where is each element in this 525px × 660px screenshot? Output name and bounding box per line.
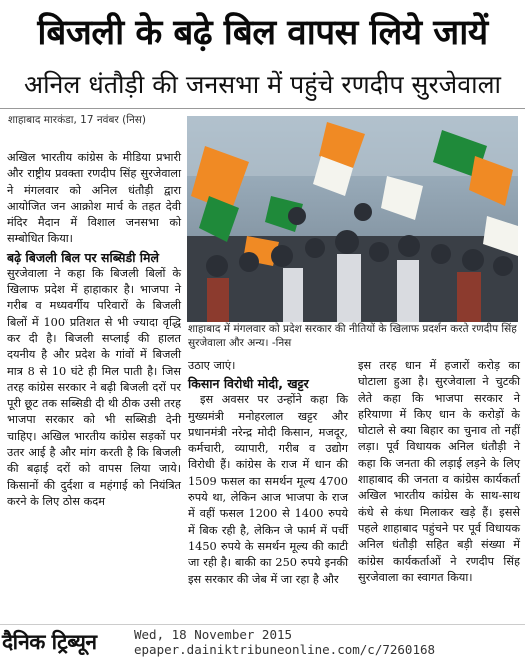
intro-paragraph: अखिल भारतीय कांग्रेस के मीडिया प्रभारी और राष्ट्रीय प्रवक्ता रणदीप सिंह सुरजेवाला ने मंगलवार को अनिल धंतौड़ी द्वारा आयोजित जन आक्रोश मार्च के तहत देवी मंदिर मैदान में विशाल जनसभा को सम्बोधित किया। xyxy=(7,151,181,246)
subheadline: अनिल धंतौड़ी की जनसभा में पहुंचे रणदीप सुरजेवाला xyxy=(23,70,502,99)
electricity-paragraph: सुरजेवाला ने कहा कि बिजली बिलों के खिलाफ प्रदेश में हाहाकार है। भाजपा ने गरीब व मध्यवर्गीय परिवारों के बिजली बिलों में 100 प्रतिशत से भी ज्यादा वृद्धि कर दी है। बिजली सप्लाई की हालत दयनीय है और प्रदेश के गांवों में बिजली मात्र 8 से 10 घंटे ही मिल पाती है। जिस तरह कांग्रेस सरकार ने बढ़ी बिजली दरों पर पूरी छूट तक सब्सिडी दी थी ठीक उसी तरह भाजपा सरकार को भी सब्सिडी देनी चाहिए। अखिल भारतीय कांग्रेस सड़कों पर उतर आई है और मांग करती है कि बिजली की बढ़ाई दरों को वापस लिया जाये। किसानों की दुर्दशा व महंगाई को नियंत्रित करने के लिए ठोस कदम xyxy=(7,266,181,508)
footer-divider xyxy=(0,624,525,625)
dateline: शाहाबाद मारकंडा, 17 नवंबर (निस) xyxy=(8,114,146,126)
farmers-paragraph: इस अवसर पर उन्होंने कहा कि मुख्यमंत्री मनोहरलाल खट्टर और प्रधानमंत्री नरेन्द्र मोदी किसान, मजदूर, कर्मचारी, व्यापारी, गरीब व उद्योग विरोधी हैं। कांग्रेस के राज में धान की 1509 फसल का समर्थन मूल्य 4700 रुपये था, लेकिन आज भाजपा के राज में वहीं फसल 1200 से 1400 रुपये में बिक रही है, लेकिन जे फार्म में पर्ची 1450 रुपये के समर्थन मूल्य की काटी जा रही है। बाकी का 250 रुपये इनकी इस सरकार की जेब में जा रहा है और xyxy=(188,393,348,586)
newspaper-logo: दैनिक ट्रिब्यून xyxy=(2,630,97,654)
headline: बिजली के बढ़े बिल वापस लिये जायें xyxy=(37,13,488,53)
photo-caption: शाहाबाद में मंगलवार को प्रदेश सरकार की नीतियों के खिलाफ प्रदर्शन करते रणदीप सिंह सुरजेवाला और अन्य। -निस xyxy=(188,323,517,349)
column-3-paragraph: इस तरह धान में हजारों करोड़ का घोटाला हुआ है। सुरजेवाला ने चुटकी लेते कहा कि भाजपा सरकार ने हरियाणा में किए धान के करोड़ों के घोटाले से क्या बिहार का चुनाव तो नहीं लड़ा। पूर्व विधायक अनिल धंतौड़ी ने कहा कि जनता की लड़ाई लड़ने के लिए शाहाबाद की जनता व कांग्रेस कार्यकर्ता अखिल भारतीय कांग्रेस के साथ-साथ कंधे से कंधा मिलाकर खड़े हैं। इससे पहले शाहाबाद पहुंचने पर पूर्व विधायक अनिल धंतौड़ी सहित बड़ी संख्या में कांग्रेस कार्यकर्ताओं ने रणदीप सिंह सुरजेवाला का स्वागत किया। xyxy=(358,359,520,584)
epaper-url[interactable]: epaper.dainiktribuneonline.com/c/7260168 xyxy=(134,642,436,657)
article-column-3 xyxy=(358,358,520,586)
section-subhead-farmers: किसान विरोधी मोदी, खट्टर xyxy=(188,376,309,392)
rally-photo-illustration xyxy=(187,116,518,322)
section-subhead-electricity: बढ़े बिजली बिल पर सब्सिडी मिले xyxy=(7,249,159,265)
header-divider xyxy=(0,108,525,109)
article-column-2 xyxy=(188,358,348,588)
news-photo xyxy=(187,116,518,322)
column-2-lead: उठाए जाएं। xyxy=(188,359,236,372)
edition-date: Wed, 18 November 2015 xyxy=(134,627,293,642)
article-column-1 xyxy=(7,150,181,510)
